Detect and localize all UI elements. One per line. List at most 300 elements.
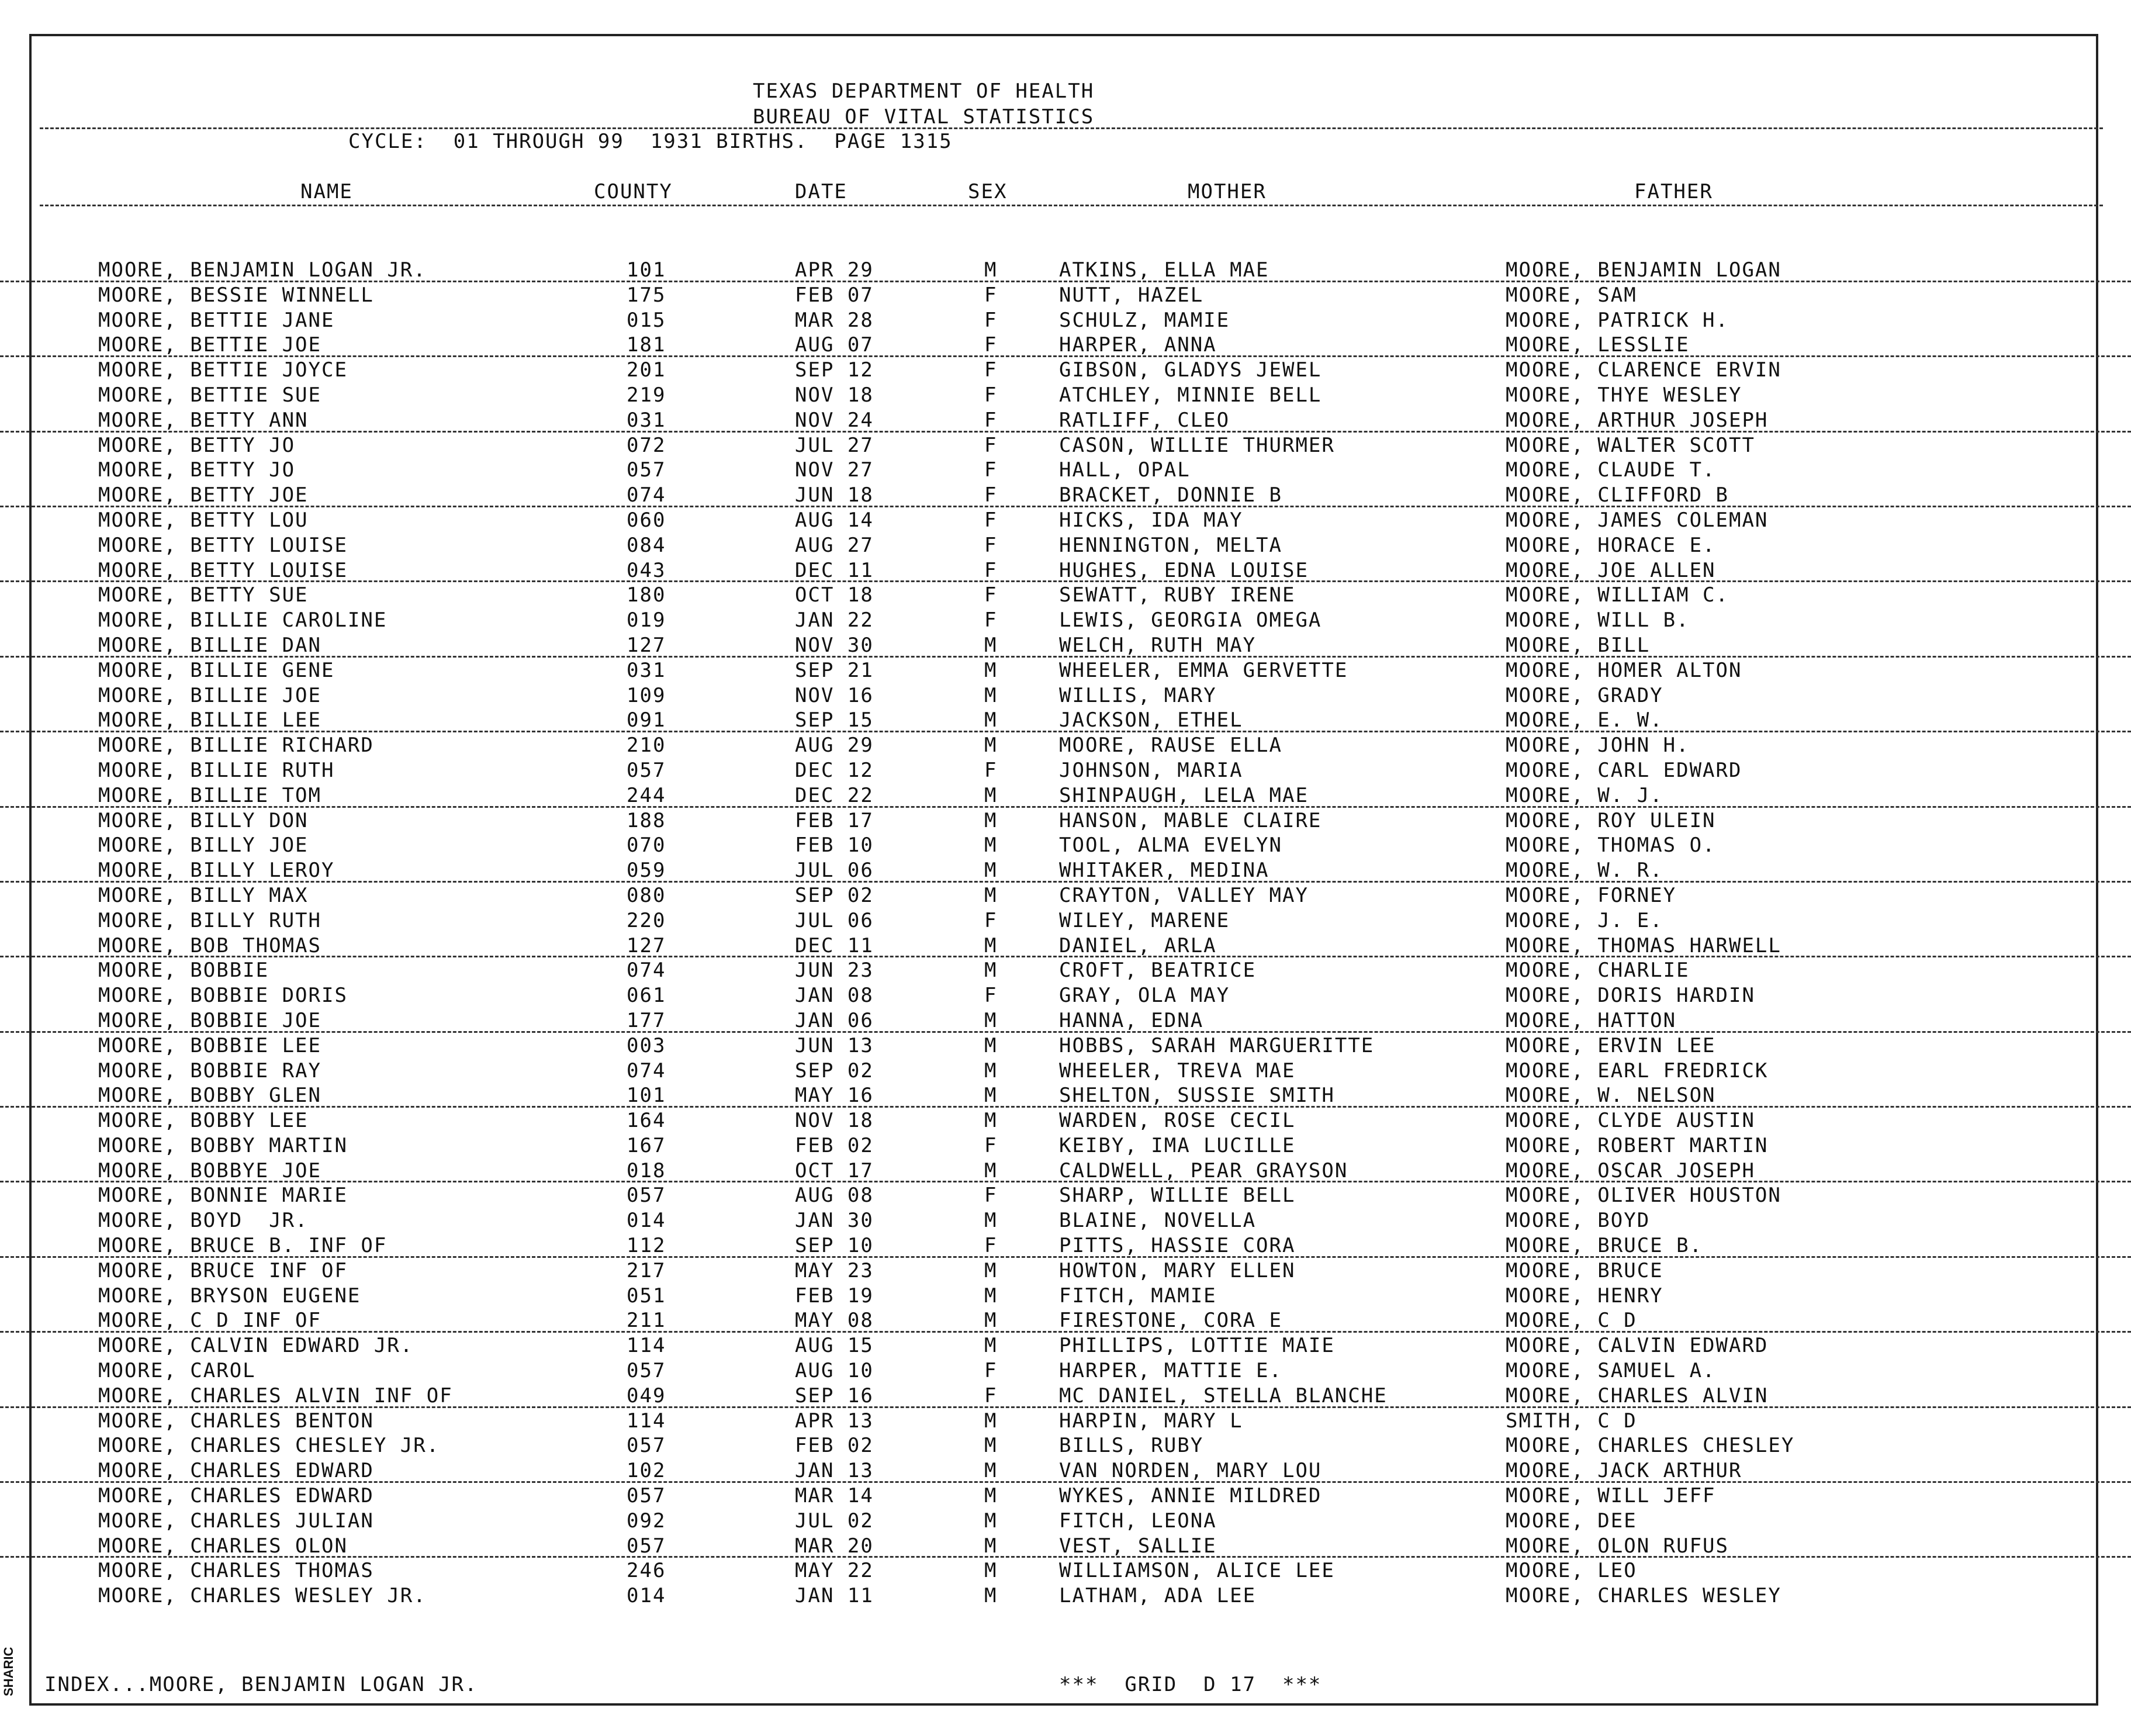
- cell-name: MOORE, BOBBYE JOE: [98, 1159, 321, 1182]
- cell-county: 177: [627, 1008, 666, 1032]
- cell-father: MOORE, W. R.: [1506, 859, 1663, 883]
- table-row: [0, 1533, 2131, 1558]
- cell-sex: M: [984, 734, 998, 758]
- cell-father: MOORE, ERVIN LEE: [1506, 1033, 1716, 1057]
- cell-father: MOORE, JOHN H.: [1506, 734, 1690, 758]
- cell-sex: F: [984, 583, 998, 607]
- cell-date: OCT 18: [795, 583, 874, 607]
- cell-date: AUG 29: [795, 734, 874, 758]
- cell-father: MOORE, LEO: [1506, 1559, 1637, 1583]
- table-row: [0, 1283, 2131, 1308]
- cell-sex: M: [984, 1434, 998, 1458]
- cell-father: MOORE, CLARENCE ERVIN: [1506, 358, 1781, 382]
- cell-date: FEB 10: [795, 834, 874, 857]
- cell-mother: CASON, WILLIE THURMER: [1059, 433, 1335, 457]
- cell-mother: HANNA, EDNA: [1059, 1008, 1204, 1032]
- cell-county: 091: [627, 708, 666, 732]
- table-row: [0, 632, 2131, 658]
- cell-sex: M: [984, 1509, 998, 1533]
- table-row: [0, 707, 2131, 732]
- cell-father: MOORE, OSCAR JOSEPH: [1506, 1159, 1755, 1182]
- cell-county: 057: [627, 458, 666, 482]
- cell-name: MOORE, BOBBY LEE: [98, 1109, 309, 1133]
- cell-name: MOORE, BOBBIE JOE: [98, 1008, 321, 1032]
- cell-date: NOV 24: [795, 408, 874, 432]
- cell-name: MOORE, BILLIE LEE: [98, 708, 321, 732]
- cell-mother: ATKINS, ELLA MAE: [1059, 258, 1269, 282]
- cell-date: NOV 16: [795, 683, 874, 707]
- footer-index: INDEX...MOORE, BENJAMIN LOGAN JR.: [44, 1673, 478, 1696]
- cell-father: MOORE, BENJAMIN LOGAN: [1506, 258, 1781, 282]
- table-row: [0, 257, 2131, 282]
- cell-father: MOORE, THOMAS HARWELL: [1506, 933, 1781, 957]
- cell-county: 031: [627, 408, 666, 432]
- cell-sex: F: [984, 533, 998, 557]
- cell-mother: BRACKET, DONNIE B: [1059, 483, 1282, 507]
- table-row: [0, 983, 2131, 1008]
- cell-father: MOORE, WILL B.: [1506, 608, 1690, 632]
- cell-sex: M: [984, 1459, 998, 1483]
- cell-sex: F: [984, 508, 998, 532]
- cell-date: JUN 13: [795, 1033, 874, 1057]
- cell-name: MOORE, BETTY LOUISE: [98, 533, 348, 557]
- cell-mother: CRAYTON, VALLEY MAY: [1059, 883, 1309, 907]
- cell-father: MOORE, OLIVER HOUSTON: [1506, 1184, 1781, 1208]
- cell-name: MOORE, BILLIE TOM: [98, 783, 321, 807]
- cell-county: 057: [627, 1534, 666, 1558]
- cell-father: MOORE, ROY ULEIN: [1506, 808, 1716, 832]
- cell-mother: WILEY, MARENE: [1059, 908, 1230, 932]
- cell-father: MOORE, CLYDE AUSTIN: [1506, 1109, 1755, 1133]
- cell-county: 057: [627, 1359, 666, 1383]
- cell-date: JAN 08: [795, 984, 874, 1008]
- header-cycle: CYCLE: 01 THROUGH 99 1931 BIRTHS. PAGE 1315: [348, 130, 953, 153]
- cell-father: MOORE, THYE WESLEY: [1506, 383, 1742, 407]
- cell-mother: DANIEL, ARLA: [1059, 933, 1217, 957]
- cell-date: MAY 23: [795, 1258, 874, 1282]
- cell-mother: WHEELER, EMMA GERVETTE: [1059, 658, 1348, 682]
- cell-mother: JOHNSON, MARIA: [1059, 758, 1243, 782]
- cell-mother: WHEELER, TREVA MAE: [1059, 1059, 1296, 1083]
- cell-date: SEP 02: [795, 883, 874, 907]
- cell-father: MOORE, OLON RUFUS: [1506, 1534, 1729, 1558]
- cell-sex: M: [984, 1309, 998, 1333]
- cell-name: MOORE, BETTY JOE: [98, 483, 309, 507]
- cell-name: MOORE, CHARLES THOMAS: [98, 1559, 374, 1583]
- cell-mother: KEIBY, IMA LUCILLE: [1059, 1133, 1296, 1157]
- cell-father: MOORE, WILL JEFF: [1506, 1484, 1716, 1508]
- cell-mother: VAN NORDEN, MARY LOU: [1059, 1459, 1322, 1483]
- table-row: [0, 357, 2131, 382]
- cell-name: MOORE, BILLY JOE: [98, 834, 309, 857]
- cell-name: MOORE, BENJAMIN LOGAN JR.: [98, 258, 427, 282]
- table-row: [0, 783, 2131, 808]
- table-row: [0, 1483, 2131, 1508]
- header-divider: [40, 127, 2103, 129]
- cell-name: MOORE, BETTIE SUE: [98, 383, 321, 407]
- cell-father: MOORE, C D: [1506, 1309, 1637, 1333]
- cell-sex: F: [984, 1384, 998, 1408]
- cell-name: MOORE, BRUCE INF OF: [98, 1258, 348, 1282]
- cell-county: 051: [627, 1284, 666, 1308]
- table-row: [0, 1458, 2131, 1483]
- cell-name: MOORE, BETTY JO: [98, 433, 296, 457]
- cell-date: MAY 08: [795, 1309, 874, 1333]
- cell-county: 102: [627, 1459, 666, 1483]
- cell-date: SEP 02: [795, 1059, 874, 1083]
- cell-father: MOORE, E. W.: [1506, 708, 1663, 732]
- cell-mother: TOOL, ALMA EVELYN: [1059, 834, 1282, 857]
- cell-name: MOORE, BILLIE CAROLINE: [98, 608, 388, 632]
- cell-sex: M: [984, 1159, 998, 1182]
- cell-father: MOORE, WILLIAM C.: [1506, 583, 1729, 607]
- cell-mother: HUGHES, EDNA LOUISE: [1059, 558, 1309, 582]
- cell-mother: HARPER, ANNA: [1059, 333, 1217, 357]
- cell-county: 164: [627, 1109, 666, 1133]
- cell-name: MOORE, BRYSON EUGENE: [98, 1284, 361, 1308]
- cell-name: MOORE, BILLIE JOE: [98, 683, 321, 707]
- cell-sex: F: [984, 558, 998, 582]
- cell-date: AUG 10: [795, 1359, 874, 1383]
- table-row: [0, 908, 2131, 933]
- cell-sex: M: [984, 1109, 998, 1133]
- cell-father: MOORE, CHARLES ALVIN: [1506, 1384, 1769, 1408]
- cell-mother: PHILLIPS, LOTTIE MAIE: [1059, 1334, 1335, 1358]
- cell-date: FEB 07: [795, 283, 874, 307]
- cell-mother: WILLIAMSON, ALICE LEE: [1059, 1559, 1335, 1583]
- cell-father: MOORE, SAM: [1506, 283, 1637, 307]
- cell-sex: F: [984, 283, 998, 307]
- cell-county: 015: [627, 308, 666, 332]
- cell-date: SEP 15: [795, 708, 874, 732]
- cell-father: SMITH, C D: [1506, 1409, 1637, 1433]
- cell-mother: HENNINGTON, MELTA: [1059, 533, 1282, 557]
- cell-sex: F: [984, 458, 998, 482]
- cell-date: JAN 11: [795, 1584, 874, 1608]
- cell-county: 080: [627, 883, 666, 907]
- cell-mother: FIRESTONE, CORA E: [1059, 1309, 1282, 1333]
- cell-father: MOORE, CARL EDWARD: [1506, 758, 1742, 782]
- cell-mother: CROFT, BEATRICE: [1059, 959, 1257, 983]
- column-divider: [40, 205, 2103, 206]
- cell-county: 003: [627, 1033, 666, 1057]
- table-row: [0, 1383, 2131, 1408]
- cell-mother: JACKSON, ETHEL: [1059, 708, 1243, 732]
- table-row: [0, 1008, 2131, 1033]
- cell-name: MOORE, CAROL: [98, 1359, 256, 1383]
- cell-name: MOORE, BONNIE MARIE: [98, 1184, 348, 1208]
- table-row: [0, 957, 2131, 983]
- cell-sex: M: [984, 1484, 998, 1508]
- cell-mother: HOBBS, SARAH MARGUERITTE: [1059, 1033, 1375, 1057]
- cell-name: MOORE, BETTIE JOYCE: [98, 358, 348, 382]
- table-row: [0, 282, 2131, 307]
- cell-father: MOORE, HENRY: [1506, 1284, 1663, 1308]
- cell-date: MAY 22: [795, 1559, 874, 1583]
- table-row: [0, 883, 2131, 908]
- cell-father: MOORE, FORNEY: [1506, 883, 1677, 907]
- table-row: [0, 1358, 2131, 1383]
- cell-father: MOORE, CLAUDE T.: [1506, 458, 1716, 482]
- cell-county: 220: [627, 908, 666, 932]
- cell-sex: M: [984, 258, 998, 282]
- table-row: [0, 758, 2131, 783]
- header-bureau: BUREAU OF VITAL STATISTICS: [753, 105, 1095, 129]
- cell-date: NOV 18: [795, 383, 874, 407]
- cell-sex: F: [984, 383, 998, 407]
- cell-county: 057: [627, 1484, 666, 1508]
- table-row: [0, 332, 2131, 357]
- cell-date: SEP 12: [795, 358, 874, 382]
- cell-county: 014: [627, 1584, 666, 1608]
- cell-name: MOORE, CHARLES ALVIN INF OF: [98, 1384, 453, 1408]
- table-row: [0, 808, 2131, 833]
- cell-sex: F: [984, 984, 998, 1008]
- cell-name: MOORE, CALVIN EDWARD JR.: [98, 1334, 414, 1358]
- cell-mother: PITTS, HASSIE CORA: [1059, 1234, 1296, 1258]
- cell-county: 211: [627, 1309, 666, 1333]
- cell-name: MOORE, CHARLES EDWARD: [98, 1459, 374, 1483]
- cell-father: MOORE, JAMES COLEMAN: [1506, 508, 1769, 532]
- col-name: NAME: [300, 180, 353, 203]
- cell-mother: SHELTON, SUSSIE SMITH: [1059, 1084, 1335, 1108]
- cell-sex: M: [984, 783, 998, 807]
- cell-sex: F: [984, 1133, 998, 1157]
- cell-name: MOORE, BETTY LOUISE: [98, 558, 348, 582]
- side-mark: SHARIC: [1, 1647, 16, 1697]
- cell-sex: M: [984, 708, 998, 732]
- cell-date: OCT 17: [795, 1159, 874, 1182]
- table-row: [0, 1083, 2131, 1108]
- cell-date: JAN 13: [795, 1459, 874, 1483]
- cell-sex: M: [984, 1209, 998, 1233]
- cell-name: MOORE, BETTY JO: [98, 458, 296, 482]
- cell-name: MOORE, BILLY RUTH: [98, 908, 321, 932]
- cell-date: MAR 20: [795, 1534, 874, 1558]
- cell-sex: F: [984, 408, 998, 432]
- cell-date: DEC 11: [795, 558, 874, 582]
- cell-mother: HANSON, MABLE CLAIRE: [1059, 808, 1322, 832]
- cell-date: JUL 06: [795, 908, 874, 932]
- cell-county: 059: [627, 859, 666, 883]
- cell-sex: M: [984, 808, 998, 832]
- cell-county: 181: [627, 333, 666, 357]
- cell-date: JAN 22: [795, 608, 874, 632]
- table-row: [0, 407, 2131, 433]
- cell-date: NOV 27: [795, 458, 874, 482]
- table-row: [0, 482, 2131, 507]
- table-row: [0, 1233, 2131, 1258]
- cell-sex: F: [984, 358, 998, 382]
- cell-name: MOORE, BOYD JR.: [98, 1209, 309, 1233]
- cell-sex: M: [984, 1033, 998, 1057]
- cell-date: FEB 02: [795, 1133, 874, 1157]
- cell-county: 167: [627, 1133, 666, 1157]
- table-row: [0, 558, 2131, 583]
- cell-name: MOORE, BOBBIE RAY: [98, 1059, 321, 1083]
- cell-county: 049: [627, 1384, 666, 1408]
- cell-sex: M: [984, 1334, 998, 1358]
- cell-mother: BLAINE, NOVELLA: [1059, 1209, 1257, 1233]
- cell-name: MOORE, CHARLES JULIAN: [98, 1509, 374, 1533]
- cell-mother: NUTT, HAZEL: [1059, 283, 1204, 307]
- cell-date: AUG 08: [795, 1184, 874, 1208]
- cell-county: 031: [627, 658, 666, 682]
- cell-sex: M: [984, 1008, 998, 1032]
- cell-sex: M: [984, 683, 998, 707]
- cell-date: JUL 27: [795, 433, 874, 457]
- table-row: [0, 1108, 2131, 1133]
- cell-name: MOORE, CHARLES BENTON: [98, 1409, 374, 1433]
- cell-father: MOORE, THOMAS O.: [1506, 834, 1716, 857]
- cell-mother: LATHAM, ADA LEE: [1059, 1584, 1257, 1608]
- cell-county: 061: [627, 984, 666, 1008]
- cell-date: APR 29: [795, 258, 874, 282]
- cell-mother: HARPER, MATTIE E.: [1059, 1359, 1282, 1383]
- cell-sex: F: [984, 483, 998, 507]
- cell-mother: GRAY, OLA MAY: [1059, 984, 1230, 1008]
- cell-name: MOORE, BILLIE DAN: [98, 633, 321, 657]
- cell-date: MAY 16: [795, 1084, 874, 1108]
- cell-county: 070: [627, 834, 666, 857]
- table-row: [0, 857, 2131, 883]
- cell-name: MOORE, BOBBIE LEE: [98, 1033, 321, 1057]
- cell-county: 127: [627, 633, 666, 657]
- cell-county: 018: [627, 1159, 666, 1182]
- cell-father: MOORE, DORIS HARDIN: [1506, 984, 1755, 1008]
- table-row: [0, 607, 2131, 632]
- column-headers: [0, 180, 2131, 206]
- cell-county: 060: [627, 508, 666, 532]
- table-row: [0, 307, 2131, 333]
- cell-mother: HARPIN, MARY L: [1059, 1409, 1243, 1433]
- cell-name: MOORE, BOBBIE DORIS: [98, 984, 348, 1008]
- cell-county: 188: [627, 808, 666, 832]
- cell-sex: F: [984, 758, 998, 782]
- cell-father: MOORE, PATRICK H.: [1506, 308, 1729, 332]
- cell-sex: M: [984, 1059, 998, 1083]
- table-row: [0, 832, 2131, 857]
- cell-county: 092: [627, 1509, 666, 1533]
- cell-county: 114: [627, 1409, 666, 1433]
- cell-date: AUG 27: [795, 533, 874, 557]
- table-row: [0, 1133, 2131, 1158]
- cell-sex: M: [984, 883, 998, 907]
- cell-mother: SEWATT, RUBY IRENE: [1059, 583, 1296, 607]
- cell-name: MOORE, BETTY LOU: [98, 508, 309, 532]
- cell-father: MOORE, HOMER ALTON: [1506, 658, 1742, 682]
- table-row: [0, 507, 2131, 532]
- cell-father: MOORE, LESSLIE: [1506, 333, 1690, 357]
- cell-name: MOORE, BOBBIE: [98, 959, 269, 983]
- cell-mother: SHINPAUGH, LELA MAE: [1059, 783, 1309, 807]
- cell-name: MOORE, CHARLES WESLEY JR.: [98, 1584, 427, 1608]
- cell-father: MOORE, WALTER SCOTT: [1506, 433, 1755, 457]
- cell-county: 074: [627, 959, 666, 983]
- cell-name: MOORE, BESSIE WINNELL: [98, 283, 374, 307]
- cell-name: MOORE, CHARLES EDWARD: [98, 1484, 374, 1508]
- table-row: [0, 1033, 2131, 1058]
- cell-county: 114: [627, 1334, 666, 1358]
- cell-name: MOORE, BETTY SUE: [98, 583, 309, 607]
- cell-father: MOORE, ARTHUR JOSEPH: [1506, 408, 1769, 432]
- cell-mother: HALL, OPAL: [1059, 458, 1191, 482]
- cell-county: 201: [627, 358, 666, 382]
- table-row: [0, 433, 2131, 458]
- cell-name: MOORE, BILLIE GENE: [98, 658, 335, 682]
- cell-sex: M: [984, 1534, 998, 1558]
- table-row: [0, 582, 2131, 607]
- table-row: [0, 1158, 2131, 1183]
- table-row: [0, 732, 2131, 758]
- cell-mother: WELCH, RUTH MAY: [1059, 633, 1257, 657]
- cell-county: 219: [627, 383, 666, 407]
- col-county: COUNTY: [594, 180, 673, 203]
- cell-date: JAN 30: [795, 1209, 874, 1233]
- cell-date: DEC 11: [795, 933, 874, 957]
- cell-county: 019: [627, 608, 666, 632]
- cell-father: MOORE, BILL: [1506, 633, 1651, 657]
- cell-county: 217: [627, 1258, 666, 1282]
- footer-grid: *** GRID D 17 ***: [1059, 1673, 1322, 1696]
- cell-father: MOORE, HATTON: [1506, 1008, 1677, 1032]
- cell-father: MOORE, ROBERT MARTIN: [1506, 1133, 1769, 1157]
- table-row: [0, 1208, 2131, 1233]
- cell-mother: VEST, SALLIE: [1059, 1534, 1217, 1558]
- cell-date: AUG 15: [795, 1334, 874, 1358]
- cell-county: 074: [627, 483, 666, 507]
- cell-date: JUN 23: [795, 959, 874, 983]
- cell-date: SEP 16: [795, 1384, 874, 1408]
- cell-date: JUN 18: [795, 483, 874, 507]
- cell-father: MOORE, CHARLES WESLEY: [1506, 1584, 1781, 1608]
- cell-mother: GIBSON, GLADYS JEWEL: [1059, 358, 1322, 382]
- cell-mother: WILLIS, MARY: [1059, 683, 1217, 707]
- cell-mother: FITCH, LEONA: [1059, 1509, 1217, 1533]
- cell-mother: HICKS, IDA MAY: [1059, 508, 1243, 532]
- cell-sex: M: [984, 834, 998, 857]
- cell-county: 057: [627, 1184, 666, 1208]
- cell-mother: MC DANIEL, STELLA BLANCHE: [1059, 1384, 1388, 1408]
- col-date: DATE: [795, 180, 847, 203]
- table-row: [0, 532, 2131, 558]
- cell-mother: WYKES, ANNIE MILDRED: [1059, 1484, 1322, 1508]
- table-row: [0, 382, 2131, 407]
- cell-name: MOORE, BILLIE RICHARD: [98, 734, 374, 758]
- cell-county: 101: [627, 1084, 666, 1108]
- table-row: [0, 1258, 2131, 1283]
- cell-sex: F: [984, 1359, 998, 1383]
- table-row: [0, 683, 2131, 708]
- cell-sex: M: [984, 1284, 998, 1308]
- cell-date: MAR 14: [795, 1484, 874, 1508]
- cell-name: MOORE, CHARLES CHESLEY JR.: [98, 1434, 440, 1458]
- cell-sex: F: [984, 433, 998, 457]
- cell-father: MOORE, CHARLIE: [1506, 959, 1690, 983]
- cell-name: MOORE, BILLIE RUTH: [98, 758, 335, 782]
- cell-county: 210: [627, 734, 666, 758]
- col-mother: MOTHER: [1188, 180, 1267, 203]
- cell-county: 127: [627, 933, 666, 957]
- col-sex: SEX: [968, 180, 1008, 203]
- cell-county: 109: [627, 683, 666, 707]
- cell-father: MOORE, BRUCE B.: [1506, 1234, 1703, 1258]
- cell-mother: SHARP, WILLIE BELL: [1059, 1184, 1296, 1208]
- cell-name: MOORE, BETTIE JOE: [98, 333, 321, 357]
- cell-date: FEB 02: [795, 1434, 874, 1458]
- cell-sex: M: [984, 1258, 998, 1282]
- cell-county: 244: [627, 783, 666, 807]
